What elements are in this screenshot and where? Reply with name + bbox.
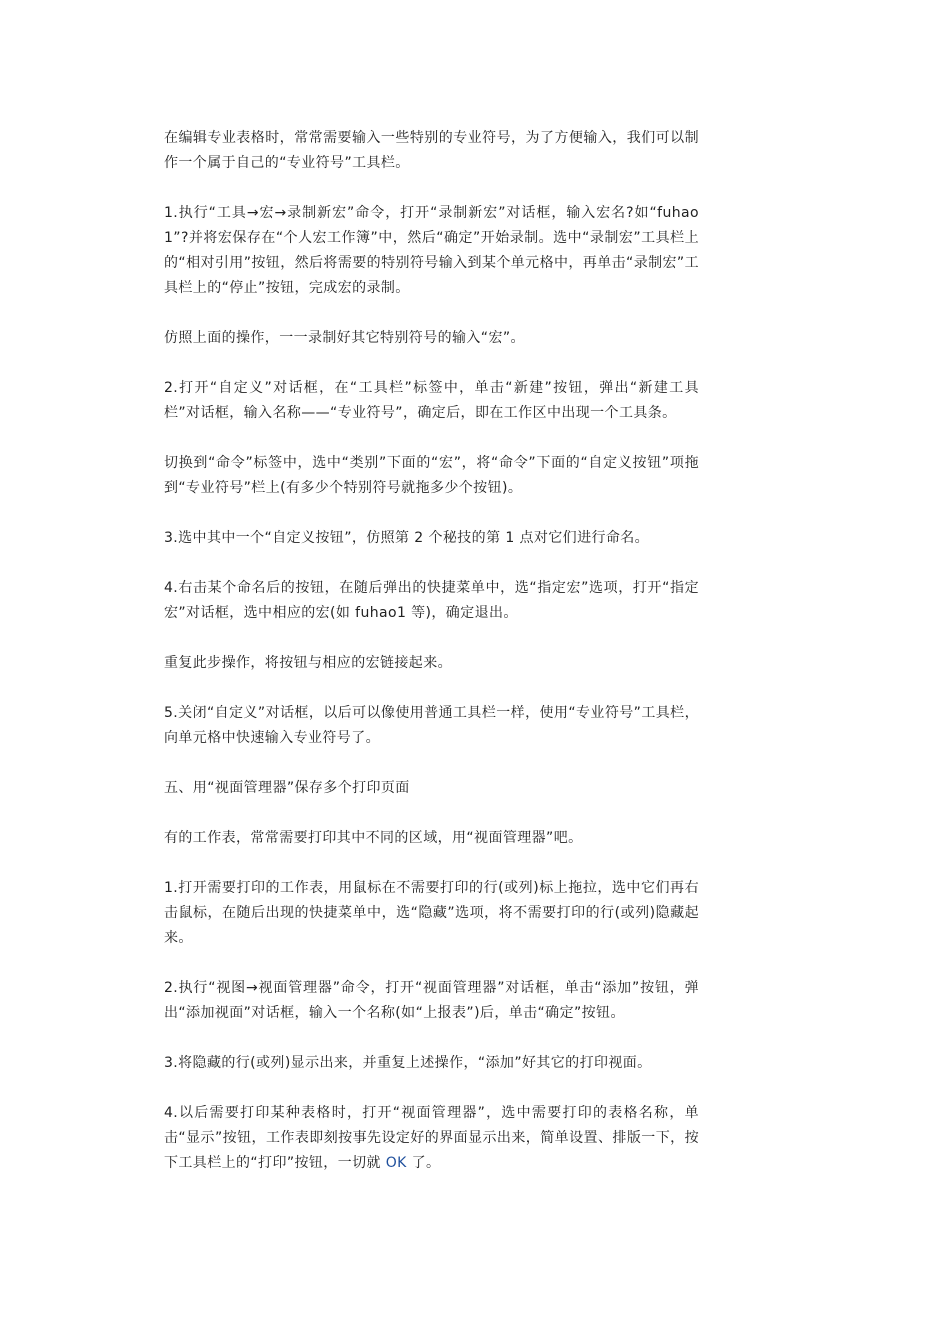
view-step-4-print-paragraph (164, 1101, 699, 1176)
view-step-2-add-view-paragraph: 2.执行“视图→视面管理器”命令，打开“视面管理器”对话框，单击“添加”按钮，弹出“添加视面”对话框，输入一个名称(如“上报表”)后，单击“确定”按钮。 (164, 980, 699, 1021)
step-2-new-toolbar-paragraph: 2.打开“自定义”对话框，在“工具栏”标签中，单击“新建”按钮，弹出“新建工具栏”对话框，输入名称——“专业符号”，确定后，即在工作区中出现一个工具条。 (164, 380, 699, 421)
print-step-ending: 了。 (406, 1155, 441, 1171)
drag-custom-button-paragraph: 切换到“命令”标签中，选中“类别”下面的“宏”，将“命令”下面的“自定义按钮”项拖到“专业符号”栏上(有多少个特别符号就拖多少个按钮)。 (164, 455, 699, 496)
ok-link[interactable]: OK (385, 1155, 407, 1171)
step-3-name-buttons-paragraph: 3.选中其中一个“自定义按钮”，仿照第 2 个秘技的第 1 点对它们进行命名。 (164, 530, 650, 546)
section-heading: 五、用“视面管理器”保存多个打印页面 (164, 780, 410, 796)
view-step-3-show-rows-paragraph: 3.将隐藏的行(或列)显示出来，并重复上述操作，“添加”好其它的打印视面。 (164, 1055, 652, 1071)
step-1-record-macro-paragraph: 1.执行“工具→宏→录制新宏”命令，打开“录制新宏”对话框，输入宏名?如“fuhao1”?并将宏保存在“个人宏工作簿”中，然后“确定”开始录制。选中“录制宏”工具栏上的“相对引用”按钮，然后将需要的特别符号输入到某个单元格中，再单击“录制宏”工具栏上的“停止”按钮，完成宏的录制。 (164, 205, 699, 296)
document-body (164, 126, 699, 1176)
step-5-close-dialog-paragraph: 5.关闭“自定义”对话框，以后可以像使用普通工具栏一样，使用“专业符号”工具栏，向单元格中快速输入专业符号了。 (164, 705, 699, 746)
repeat-record-paragraph: 仿照上面的操作，一一录制好其它特别符号的输入“宏”。 (164, 330, 525, 346)
step-4-assign-macro-paragraph: 4.右击某个命名后的按钮，在随后弹出的快捷菜单中，选“指定宏”选项，打开“指定宏”对话框，选中相应的宏(如 fuhao1 等)，确定退出。 (164, 580, 699, 621)
intro-paragraph: 在编辑专业表格时，常常需要输入一些特别的专业符号，为了方便输入，我们可以制作一个属于自己的“专业符号”工具栏。 (164, 130, 699, 171)
view-manager-intro-paragraph: 有的工作表，常常需要打印其中不同的区域，用“视面管理器”吧。 (164, 830, 583, 846)
view-step-1-hide-rows-paragraph: 1.打开需要打印的工作表，用鼠标在不需要打印的行(或列)标上拖拉，选中它们再右击鼠标，在随后出现的快捷菜单中，选“隐藏”选项，将不需要打印的行(或列)隐藏起来。 (164, 880, 699, 946)
print-step-text: 4.以后需要打印某种表格时，打开“视面管理器”，选中需要打印的表格名称，单击“显示”按钮，工作表即刻按事先设定好的界面显示出来，简单设置、排版一下，按下工具栏上的“打印”按钮，一切就 (164, 1105, 699, 1171)
repeat-link-paragraph: 重复此步操作，将按钮与相应的宏链接起来。 (164, 655, 452, 671)
